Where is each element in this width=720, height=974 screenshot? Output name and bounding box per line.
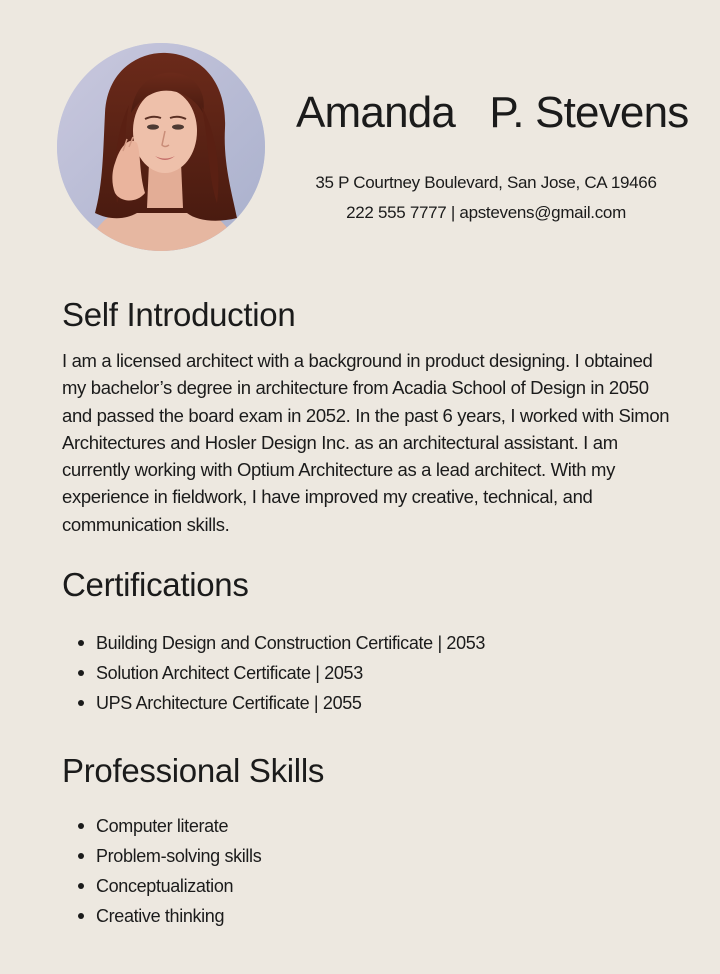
candidate-name: Amanda P. Stevens [296,88,689,137]
certifications-heading: Certifications [62,566,249,603]
list-item [74,901,261,931]
skills-heading: Professional Skills [62,752,325,789]
skill-text: Creative thinking [96,906,225,926]
bullet-icon [78,670,84,676]
bullet-icon [78,883,84,889]
profile-photo [57,43,265,251]
bullet-icon [78,853,84,859]
certification-text: UPS Architecture Certificate | 2055 [96,693,362,713]
list-item [74,628,485,658]
intro-paragraph: I am a licensed architect with a background in product designing. I obtained my bachelor’s degree in architecture from Acadia School of Design in 2050 and passed the board exam in 2052. In the past 6 years, I worked with Simon Architectures and Hosler Design Inc. as an architectural assistant. I am currently working with Optium Architecture as a lead architect. With my experience in fieldwork, I have improved my creative, technical, and communication skills. [62,350,670,535]
list-item [74,688,485,718]
list-item [74,871,261,901]
bullet-icon [78,823,84,829]
skill-text: Conceptualization [96,876,234,896]
phone-email-text: 222 555 7777 | apstevens@gmail.com [346,203,626,222]
list-item [74,811,261,841]
skill-text: Problem-solving skills [96,846,262,866]
bullet-icon [78,913,84,919]
certifications-list [74,628,485,718]
list-item [74,841,261,871]
certification-text: Building Design and Construction Certificate | 2053 [96,633,486,653]
bullet-icon [78,640,84,646]
intro-heading: Self Introduction [62,296,296,333]
skills-list [74,811,261,931]
portrait-image [57,43,265,251]
certification-text: Solution Architect Certificate | 2053 [96,663,363,683]
address-text: 35 P Courtney Boulevard, San Jose, CA 19466 [315,173,657,192]
skill-text: Computer literate [96,816,229,836]
bullet-icon [78,700,84,706]
list-item [74,658,485,688]
